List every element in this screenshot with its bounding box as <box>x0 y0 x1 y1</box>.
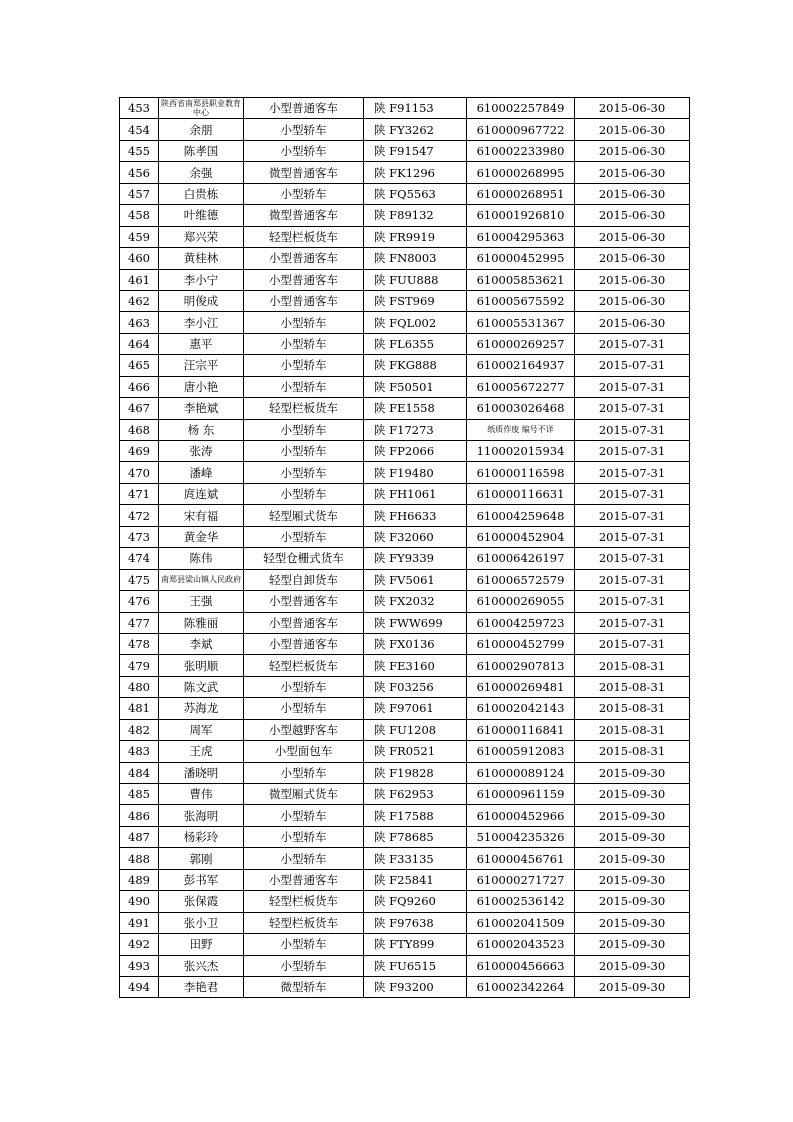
plate-number-cell: 陕 FV5061 <box>364 569 467 590</box>
vehicle-type-cell: 小型轿车 <box>244 955 364 976</box>
date-cell: 2015-09-30 <box>575 762 690 783</box>
vehicle-type-cell: 小型轿车 <box>244 419 364 440</box>
vehicle-type-cell: 小型普通客车 <box>244 633 364 654</box>
certificate-number-cell: 610002342264 <box>467 976 575 997</box>
vehicle-type-cell: 小型轿车 <box>244 526 364 547</box>
vehicle-type-cell: 小型普通客车 <box>244 269 364 290</box>
date-cell: 2015-09-30 <box>575 934 690 955</box>
owner-name-cell: 张保霞 <box>159 891 244 912</box>
owner-name-cell: 张明顺 <box>159 655 244 676</box>
certificate-number-cell: 610000116841 <box>467 719 575 740</box>
plate-number-cell: 陕 F32060 <box>364 526 467 547</box>
plate-number-cell: 陕 FX2032 <box>364 591 467 612</box>
table-row <box>120 98 690 119</box>
owner-name-cell: 余强 <box>159 162 244 183</box>
plate-number-cell: 陕 F93200 <box>364 976 467 997</box>
certificate-number-cell: 纸质作废 编号不详 <box>467 419 575 440</box>
owner-name-cell: 李小宁 <box>159 269 244 290</box>
date-cell: 2015-08-31 <box>575 719 690 740</box>
plate-number-cell: 陕 FX0136 <box>364 633 467 654</box>
certificate-number-cell: 610005853621 <box>467 269 575 290</box>
plate-number-cell: 陕 FH6633 <box>364 505 467 526</box>
row-number-cell: 492 <box>120 934 159 955</box>
row-number-cell: 468 <box>120 419 159 440</box>
owner-name-cell: 王虎 <box>159 741 244 762</box>
owner-name-cell: 惠平 <box>159 333 244 354</box>
vehicle-type-cell: 微型普通客车 <box>244 162 364 183</box>
plate-number-cell: 陕 FE1558 <box>364 398 467 419</box>
date-cell: 2015-06-30 <box>575 162 690 183</box>
vehicle-type-cell: 小型轿车 <box>244 805 364 826</box>
date-cell: 2015-06-30 <box>575 248 690 269</box>
plate-number-cell: 陕 FQL002 <box>364 312 467 333</box>
plate-number-cell: 陕 F17273 <box>364 419 467 440</box>
plate-number-cell: 陕 F17588 <box>364 805 467 826</box>
owner-name-cell: 张涛 <box>159 441 244 462</box>
owner-name-cell: 苏海龙 <box>159 698 244 719</box>
plate-number-cell: 陕 FK1296 <box>364 162 467 183</box>
owner-name-cell: 张海明 <box>159 805 244 826</box>
table-row <box>120 741 690 762</box>
plate-number-cell: 陕 FR0521 <box>364 741 467 762</box>
vehicle-type-cell: 轻型栏板货车 <box>244 891 364 912</box>
table-row <box>120 269 690 290</box>
table-row <box>120 226 690 247</box>
plate-number-cell: 陕 F19828 <box>364 762 467 783</box>
certificate-number-cell: 610000452966 <box>467 805 575 826</box>
table-row <box>120 633 690 654</box>
table-row <box>120 891 690 912</box>
plate-number-cell: 陕 F62953 <box>364 784 467 805</box>
owner-name-cell: 张小卫 <box>159 912 244 933</box>
plate-number-cell: 陕 F91547 <box>364 140 467 161</box>
owner-name-cell: 李艳君 <box>159 976 244 997</box>
date-cell: 2015-06-30 <box>575 98 690 119</box>
row-number-cell: 476 <box>120 591 159 612</box>
table-row <box>120 312 690 333</box>
date-cell: 2015-07-31 <box>575 483 690 504</box>
plate-number-cell: 陕 F19480 <box>364 462 467 483</box>
plate-number-cell: 陕 F91153 <box>364 98 467 119</box>
date-cell: 2015-06-30 <box>575 226 690 247</box>
certificate-number-cell: 610002041509 <box>467 912 575 933</box>
table-row <box>120 826 690 847</box>
owner-name-cell: 陈文武 <box>159 676 244 697</box>
table-body <box>120 98 690 998</box>
plate-number-cell: 陕 FN8003 <box>364 248 467 269</box>
owner-name-cell: 白贵栋 <box>159 183 244 204</box>
table-row <box>120 376 690 397</box>
certificate-number-cell: 610002536142 <box>467 891 575 912</box>
vehicle-type-cell: 小型普通客车 <box>244 98 364 119</box>
row-number-cell: 471 <box>120 483 159 504</box>
row-number-cell: 486 <box>120 805 159 826</box>
owner-name-cell: 李斌 <box>159 633 244 654</box>
vehicle-type-cell: 小型普通客车 <box>244 290 364 311</box>
owner-name-cell: 郭刚 <box>159 848 244 869</box>
plate-number-cell: 陕 FST969 <box>364 290 467 311</box>
owner-name-cell: 明俊成 <box>159 290 244 311</box>
plate-number-cell: 陕 FQ9260 <box>364 891 467 912</box>
plate-number-cell: 陕 FQ5563 <box>364 183 467 204</box>
vehicle-type-cell: 小型普通客车 <box>244 591 364 612</box>
owner-name-cell: 杨彩玲 <box>159 826 244 847</box>
vehicle-type-cell: 微型普通客车 <box>244 205 364 226</box>
date-cell: 2015-08-31 <box>575 698 690 719</box>
table-row <box>120 183 690 204</box>
date-cell: 2015-09-30 <box>575 805 690 826</box>
table-row <box>120 205 690 226</box>
table-row <box>120 483 690 504</box>
vehicle-type-cell: 小型轿车 <box>244 312 364 333</box>
owner-name-cell: 王强 <box>159 591 244 612</box>
vehicle-type-cell: 轻型厢式货车 <box>244 505 364 526</box>
date-cell: 2015-07-31 <box>575 376 690 397</box>
row-number-cell: 465 <box>120 355 159 376</box>
vehicle-type-cell: 小型轿车 <box>244 119 364 140</box>
table-row <box>120 719 690 740</box>
certificate-number-cell: 510004235326 <box>467 826 575 847</box>
row-number-cell: 480 <box>120 676 159 697</box>
date-cell: 2015-09-30 <box>575 891 690 912</box>
certificate-number-cell: 610000269257 <box>467 333 575 354</box>
row-number-cell: 460 <box>120 248 159 269</box>
certificate-number-cell: 610000116598 <box>467 462 575 483</box>
certificate-number-cell: 610000268995 <box>467 162 575 183</box>
owner-name-cell: 陈伟 <box>159 548 244 569</box>
row-number-cell: 472 <box>120 505 159 526</box>
certificate-number-cell: 610000452995 <box>467 248 575 269</box>
table-row <box>120 934 690 955</box>
certificate-number-cell: 610002257849 <box>467 98 575 119</box>
row-number-cell: 473 <box>120 526 159 547</box>
owner-name-cell: 庹连斌 <box>159 483 244 504</box>
plate-number-cell: 陕 FY9339 <box>364 548 467 569</box>
date-cell: 2015-09-30 <box>575 912 690 933</box>
vehicle-type-cell: 小型轿车 <box>244 676 364 697</box>
owner-name-cell: 叶维德 <box>159 205 244 226</box>
table-row <box>120 976 690 997</box>
row-number-cell: 467 <box>120 398 159 419</box>
owner-name-cell: 李小江 <box>159 312 244 333</box>
date-cell: 2015-07-31 <box>575 462 690 483</box>
date-cell: 2015-09-30 <box>575 869 690 890</box>
vehicle-type-cell: 小型轿车 <box>244 183 364 204</box>
table-row <box>120 462 690 483</box>
plate-number-cell: 陕 FUU888 <box>364 269 467 290</box>
row-number-cell: 475 <box>120 569 159 590</box>
date-cell: 2015-07-31 <box>575 419 690 440</box>
vehicle-type-cell: 小型轿车 <box>244 441 364 462</box>
vehicle-type-cell: 小型轿车 <box>244 934 364 955</box>
plate-number-cell: 陕 F89132 <box>364 205 467 226</box>
owner-name-cell: 黄桂林 <box>159 248 244 269</box>
table-row <box>120 848 690 869</box>
table-row <box>120 805 690 826</box>
date-cell: 2015-06-30 <box>575 312 690 333</box>
certificate-number-cell: 610004259723 <box>467 612 575 633</box>
certificate-number-cell: 610005675592 <box>467 290 575 311</box>
row-number-cell: 487 <box>120 826 159 847</box>
vehicle-type-cell: 小型轿车 <box>244 462 364 483</box>
date-cell: 2015-07-31 <box>575 548 690 569</box>
certificate-number-cell: 610000271727 <box>467 869 575 890</box>
owner-name-cell: 潘峰 <box>159 462 244 483</box>
row-number-cell: 464 <box>120 333 159 354</box>
vehicle-type-cell: 小型普通客车 <box>244 869 364 890</box>
plate-number-cell: 陕 FKG888 <box>364 355 467 376</box>
owner-name-cell: 杨 东 <box>159 419 244 440</box>
date-cell: 2015-09-30 <box>575 826 690 847</box>
table-row <box>120 248 690 269</box>
vehicle-type-cell: 小型越野客车 <box>244 719 364 740</box>
date-cell: 2015-06-30 <box>575 205 690 226</box>
row-number-cell: 485 <box>120 784 159 805</box>
vehicle-type-cell: 小型轿车 <box>244 826 364 847</box>
owner-name-cell: 陕西省南郑县职业教育中心 <box>159 98 244 119</box>
plate-number-cell: 陕 FU1208 <box>364 719 467 740</box>
date-cell: 2015-07-31 <box>575 333 690 354</box>
plate-number-cell: 陕 FTY899 <box>364 934 467 955</box>
vehicle-type-cell: 小型轿车 <box>244 376 364 397</box>
date-cell: 2015-06-30 <box>575 290 690 311</box>
plate-number-cell: 陕 F03256 <box>364 676 467 697</box>
table-row <box>120 548 690 569</box>
row-number-cell: 466 <box>120 376 159 397</box>
row-number-cell: 459 <box>120 226 159 247</box>
vehicle-type-cell: 小型面包车 <box>244 741 364 762</box>
row-number-cell: 481 <box>120 698 159 719</box>
table-row <box>120 441 690 462</box>
row-number-cell: 493 <box>120 955 159 976</box>
date-cell: 2015-06-30 <box>575 140 690 161</box>
table-row <box>120 355 690 376</box>
table-row <box>120 290 690 311</box>
certificate-number-cell: 610002164937 <box>467 355 575 376</box>
table-row <box>120 505 690 526</box>
certificate-number-cell: 610005912083 <box>467 741 575 762</box>
row-number-cell: 453 <box>120 98 159 119</box>
vehicle-type-cell: 轻型自卸货车 <box>244 569 364 590</box>
table-row <box>120 955 690 976</box>
owner-name-cell: 周军 <box>159 719 244 740</box>
owner-name-cell: 黄金华 <box>159 526 244 547</box>
date-cell: 2015-07-31 <box>575 398 690 419</box>
row-number-cell: 478 <box>120 633 159 654</box>
plate-number-cell: 陕 FH1061 <box>364 483 467 504</box>
row-number-cell: 474 <box>120 548 159 569</box>
table-row <box>120 526 690 547</box>
table-row <box>120 398 690 419</box>
row-number-cell: 463 <box>120 312 159 333</box>
certificate-number-cell: 610003026468 <box>467 398 575 419</box>
certificate-number-cell: 610002043523 <box>467 934 575 955</box>
vehicle-type-cell: 微型轿车 <box>244 976 364 997</box>
row-number-cell: 455 <box>120 140 159 161</box>
table-row <box>120 591 690 612</box>
owner-name-cell: 郑兴荣 <box>159 226 244 247</box>
date-cell: 2015-09-30 <box>575 848 690 869</box>
vehicle-type-cell: 轻型栏板货车 <box>244 655 364 676</box>
certificate-number-cell: 610004295363 <box>467 226 575 247</box>
row-number-cell: 470 <box>120 462 159 483</box>
plate-number-cell: 陕 F78685 <box>364 826 467 847</box>
owner-name-cell: 汪宗平 <box>159 355 244 376</box>
row-number-cell: 456 <box>120 162 159 183</box>
certificate-number-cell: 110002015934 <box>467 441 575 462</box>
row-number-cell: 469 <box>120 441 159 462</box>
plate-number-cell: 陕 FP2066 <box>364 441 467 462</box>
table-row <box>120 612 690 633</box>
plate-number-cell: 陕 F97061 <box>364 698 467 719</box>
plate-number-cell: 陕 F33135 <box>364 848 467 869</box>
row-number-cell: 491 <box>120 912 159 933</box>
certificate-number-cell: 610000089124 <box>467 762 575 783</box>
date-cell: 2015-06-30 <box>575 269 690 290</box>
owner-name-cell: 南郑县梁山镇人民政府 <box>159 569 244 590</box>
date-cell: 2015-08-31 <box>575 676 690 697</box>
date-cell: 2015-07-31 <box>575 569 690 590</box>
date-cell: 2015-07-31 <box>575 441 690 462</box>
owner-name-cell: 田野 <box>159 934 244 955</box>
certificate-number-cell: 610000268951 <box>467 183 575 204</box>
vehicle-type-cell: 小型轿车 <box>244 848 364 869</box>
owner-name-cell: 余朋 <box>159 119 244 140</box>
table-row <box>120 698 690 719</box>
certificate-number-cell: 610002907813 <box>467 655 575 676</box>
table-row <box>120 333 690 354</box>
vehicle-record-table <box>119 97 690 998</box>
owner-name-cell: 唐小艳 <box>159 376 244 397</box>
vehicle-type-cell: 小型普通客车 <box>244 612 364 633</box>
table-row <box>120 162 690 183</box>
vehicle-type-cell: 小型轿车 <box>244 355 364 376</box>
date-cell: 2015-07-31 <box>575 633 690 654</box>
date-cell: 2015-07-31 <box>575 612 690 633</box>
row-number-cell: 482 <box>120 719 159 740</box>
owner-name-cell: 彭书军 <box>159 869 244 890</box>
row-number-cell: 488 <box>120 848 159 869</box>
table-row <box>120 119 690 140</box>
row-number-cell: 483 <box>120 741 159 762</box>
table-row <box>120 762 690 783</box>
vehicle-type-cell: 小型轿车 <box>244 140 364 161</box>
plate-number-cell: 陕 F25841 <box>364 869 467 890</box>
owner-name-cell: 张兴杰 <box>159 955 244 976</box>
certificate-number-cell: 610000456663 <box>467 955 575 976</box>
row-number-cell: 458 <box>120 205 159 226</box>
certificate-number-cell: 610006572579 <box>467 569 575 590</box>
table-row <box>120 912 690 933</box>
plate-number-cell: 陕 F97638 <box>364 912 467 933</box>
row-number-cell: 484 <box>120 762 159 783</box>
certificate-number-cell: 610000116631 <box>467 483 575 504</box>
certificate-number-cell: 610000452904 <box>467 526 575 547</box>
vehicle-type-cell: 小型轿车 <box>244 333 364 354</box>
vehicle-type-cell: 轻型仓栅式货车 <box>244 548 364 569</box>
row-number-cell: 457 <box>120 183 159 204</box>
date-cell: 2015-08-31 <box>575 741 690 762</box>
date-cell: 2015-07-31 <box>575 355 690 376</box>
owner-name-cell: 李艳斌 <box>159 398 244 419</box>
certificate-number-cell: 610001926810 <box>467 205 575 226</box>
date-cell: 2015-09-30 <box>575 976 690 997</box>
certificate-number-cell: 610000456761 <box>467 848 575 869</box>
plate-number-cell: 陕 FU6515 <box>364 955 467 976</box>
owner-name-cell: 宋有福 <box>159 505 244 526</box>
row-number-cell: 490 <box>120 891 159 912</box>
table-row <box>120 419 690 440</box>
row-number-cell: 489 <box>120 869 159 890</box>
certificate-number-cell: 610000269481 <box>467 676 575 697</box>
vehicle-type-cell: 轻型栏板货车 <box>244 912 364 933</box>
row-number-cell: 494 <box>120 976 159 997</box>
row-number-cell: 477 <box>120 612 159 633</box>
date-cell: 2015-08-31 <box>575 655 690 676</box>
vehicle-type-cell: 小型普通客车 <box>244 248 364 269</box>
certificate-number-cell: 610002233980 <box>467 140 575 161</box>
row-number-cell: 462 <box>120 290 159 311</box>
owner-name-cell: 潘晓明 <box>159 762 244 783</box>
certificate-number-cell: 610006426197 <box>467 548 575 569</box>
vehicle-type-cell: 微型厢式货车 <box>244 784 364 805</box>
date-cell: 2015-06-30 <box>575 183 690 204</box>
certificate-number-cell: 610000961159 <box>467 784 575 805</box>
table-row <box>120 140 690 161</box>
vehicle-type-cell: 小型轿车 <box>244 762 364 783</box>
certificate-number-cell: 610004259648 <box>467 505 575 526</box>
vehicle-type-cell: 小型轿车 <box>244 698 364 719</box>
vehicle-type-cell: 小型轿车 <box>244 483 364 504</box>
date-cell: 2015-06-30 <box>575 119 690 140</box>
table-row <box>120 869 690 890</box>
plate-number-cell: 陕 F50501 <box>364 376 467 397</box>
date-cell: 2015-09-30 <box>575 955 690 976</box>
plate-number-cell: 陕 FY3262 <box>364 119 467 140</box>
date-cell: 2015-07-31 <box>575 591 690 612</box>
certificate-number-cell: 610005672277 <box>467 376 575 397</box>
plate-number-cell: 陕 FWW699 <box>364 612 467 633</box>
vehicle-type-cell: 轻型栏板货车 <box>244 226 364 247</box>
vehicle-type-cell: 轻型栏板货车 <box>244 398 364 419</box>
row-number-cell: 454 <box>120 119 159 140</box>
table-row <box>120 676 690 697</box>
row-number-cell: 479 <box>120 655 159 676</box>
owner-name-cell: 曹伟 <box>159 784 244 805</box>
owner-name-cell: 陈雅丽 <box>159 612 244 633</box>
plate-number-cell: 陕 FL6355 <box>364 333 467 354</box>
certificate-number-cell: 610005531367 <box>467 312 575 333</box>
table-row <box>120 784 690 805</box>
date-cell: 2015-07-31 <box>575 505 690 526</box>
table-row <box>120 655 690 676</box>
certificate-number-cell: 610000967722 <box>467 119 575 140</box>
row-number-cell: 461 <box>120 269 159 290</box>
certificate-number-cell: 610002042143 <box>467 698 575 719</box>
date-cell: 2015-07-31 <box>575 526 690 547</box>
table-row <box>120 569 690 590</box>
plate-number-cell: 陕 FR9919 <box>364 226 467 247</box>
date-cell: 2015-09-30 <box>575 784 690 805</box>
certificate-number-cell: 610000269055 <box>467 591 575 612</box>
certificate-number-cell: 610000452799 <box>467 633 575 654</box>
owner-name-cell: 陈孝国 <box>159 140 244 161</box>
plate-number-cell: 陕 FE3160 <box>364 655 467 676</box>
